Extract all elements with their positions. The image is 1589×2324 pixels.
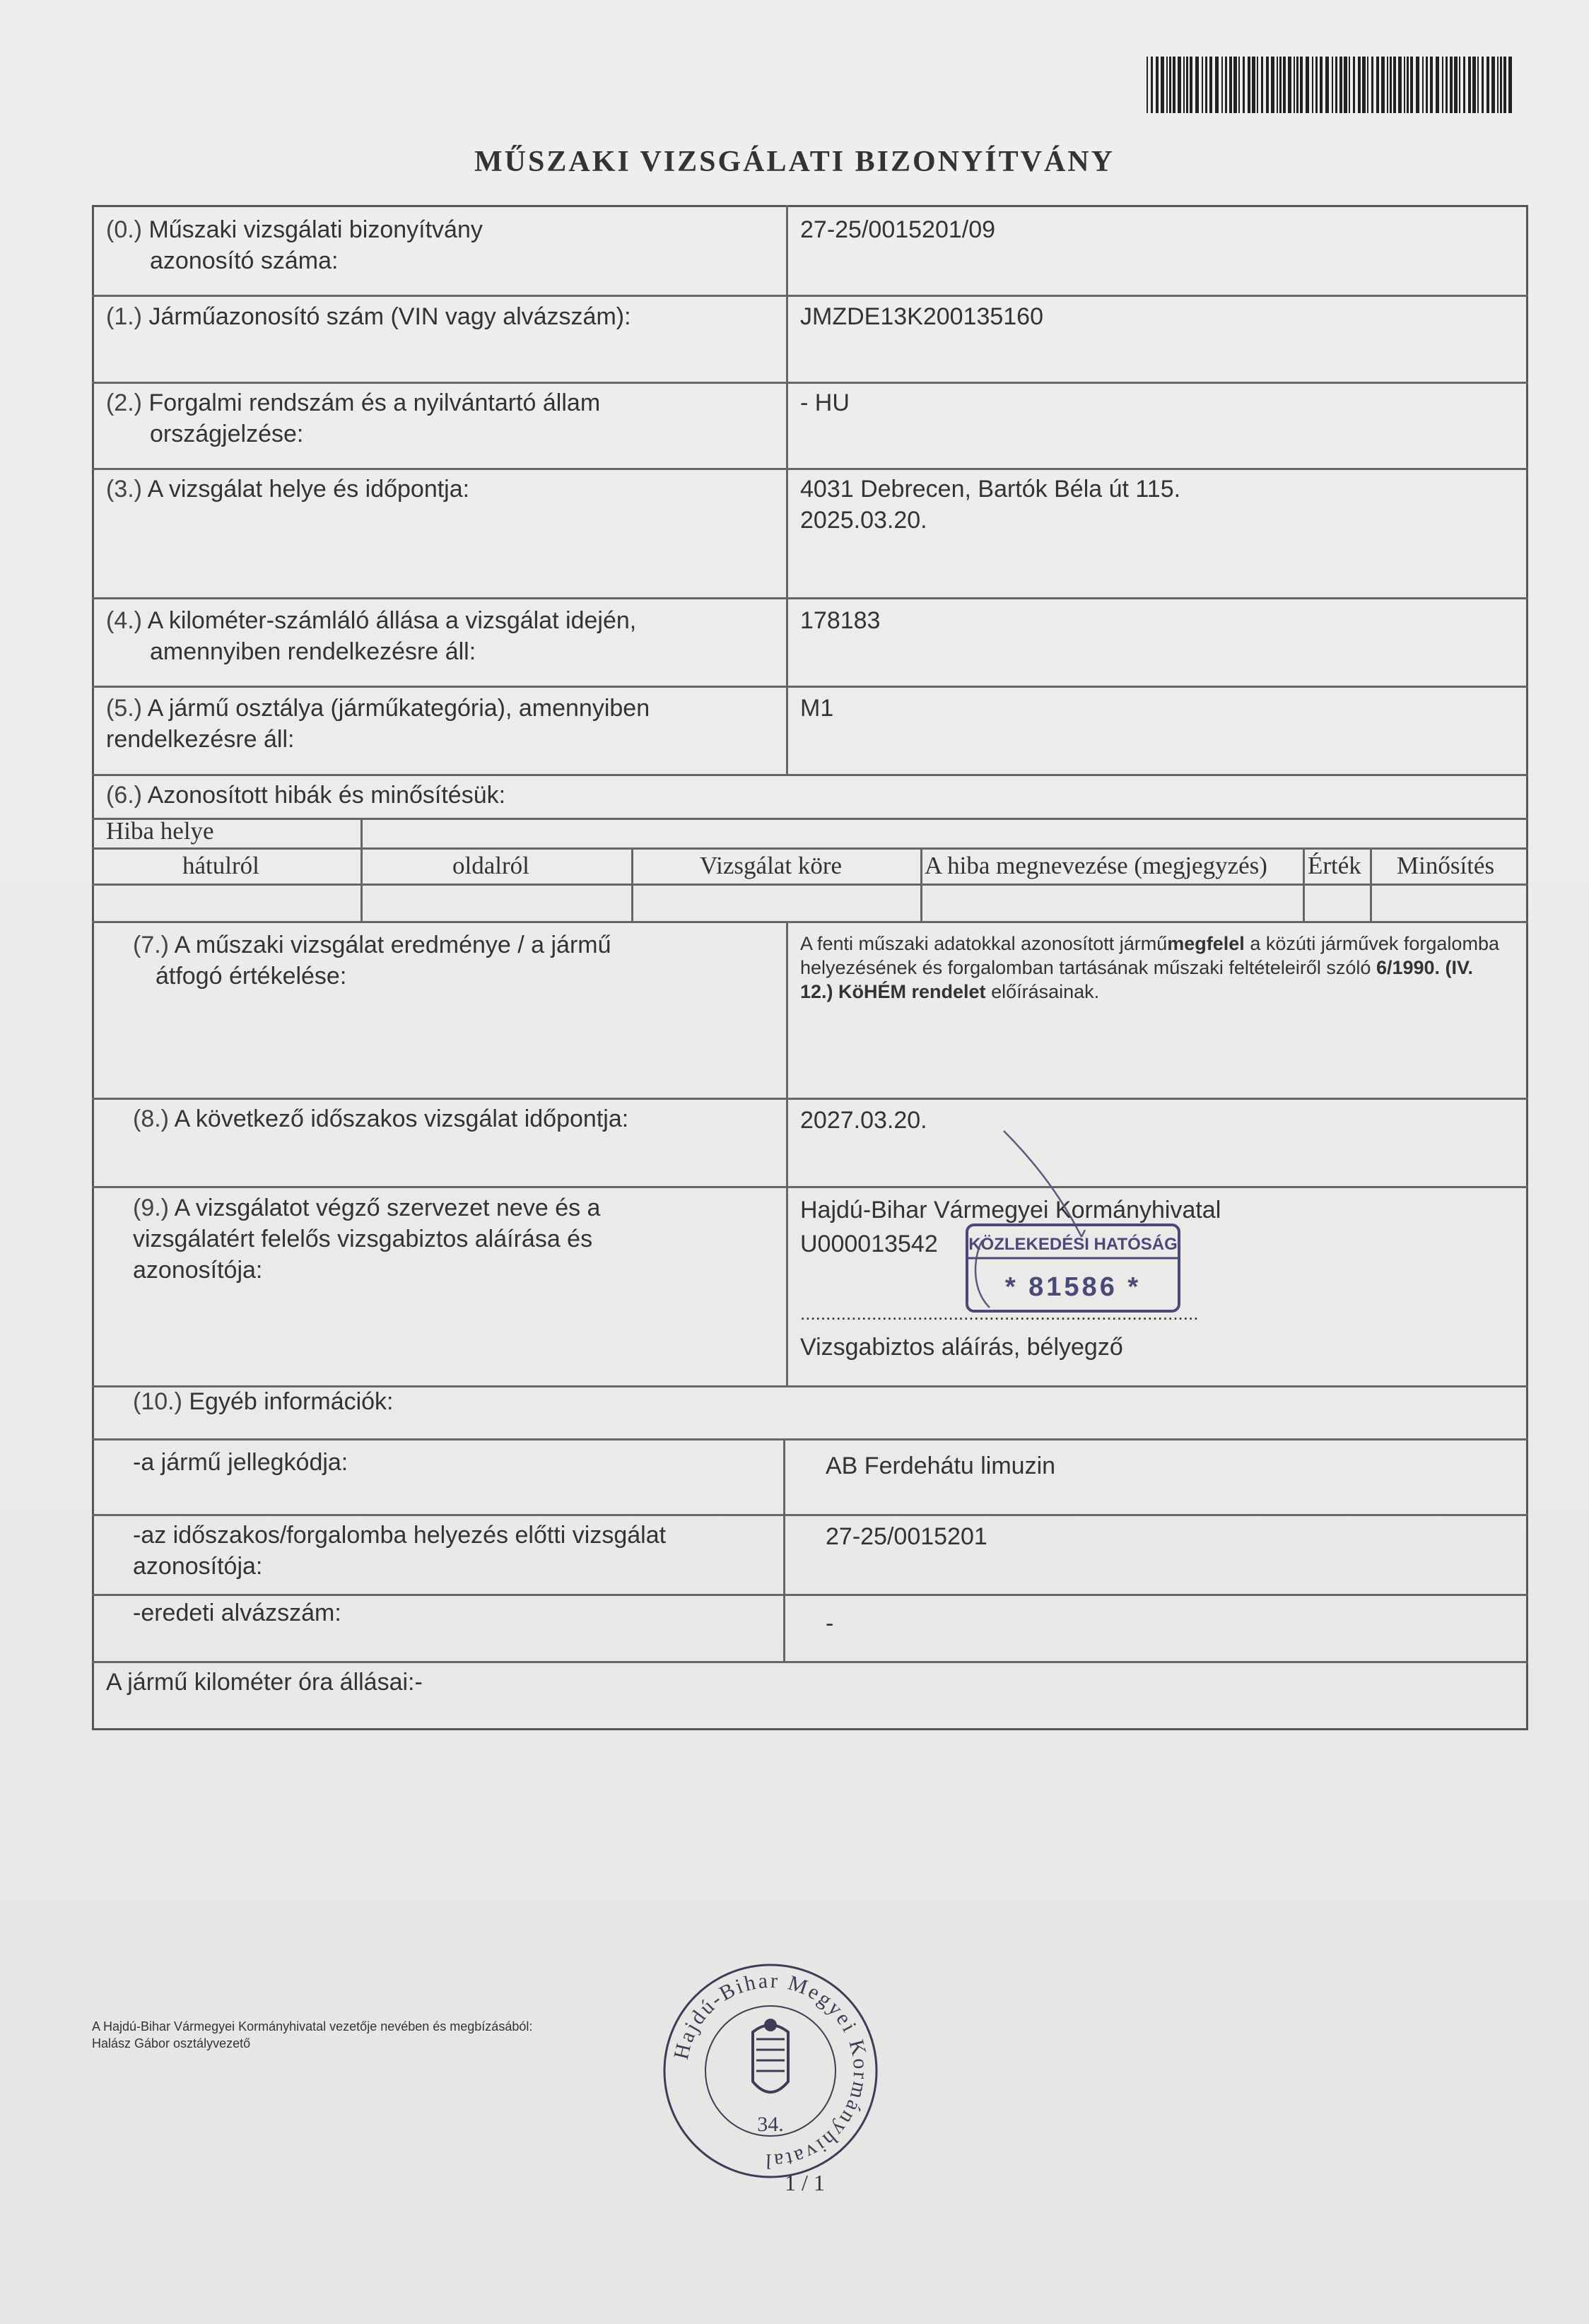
inspector-id: U000013542: [800, 1231, 938, 1257]
svg-text:Hajdú-Bihar Megyei Kormányhiva: Hajdú-Bihar Megyei Kormányhivatal: [669, 1968, 873, 2173]
next-inspection-date: 2027.03.20.: [800, 1107, 927, 1134]
inspection-place-date: 4031 Debrecen, Bartók Béla út 115. 2025.03.20.: [800, 476, 1181, 534]
odometer-value: 178183: [800, 607, 881, 634]
signature-line: ..............................................................................: [800, 1303, 1199, 1324]
row10-label: (10.) Egyéb információk:: [133, 1388, 394, 1415]
official-seal-icon: [657, 1958, 884, 2184]
row6-label: (6.) Azonosított hibák és minősítésük:: [106, 782, 506, 809]
col-hatulrol: hátulról: [182, 852, 259, 879]
row2-label: (2.) Forgalmi rendszám és a nyilvántartó állam országjelzése:: [106, 389, 601, 447]
row4-label: (4.) A kilométer-számláló állása a vizsgálat idején, amennyiben rendelkezésre áll:: [106, 607, 637, 665]
barcode-icon: [1147, 57, 1518, 113]
registration-value: - HU: [800, 389, 850, 416]
page-number: 1 / 1: [785, 2170, 825, 2195]
svg-text:* 81586 *: * 81586 *: [1004, 1272, 1142, 1302]
col-vizsgalat-kore: Vizsgálat köre: [700, 852, 843, 879]
footer-authority: A Hajdú-Bihar Vármegyei Kormányhivatal vezetője nevében és megbízásából: Halász Gábor osztályvezető: [92, 2019, 533, 2050]
vehicle-type-code-label: -a jármű jellegkódja:: [133, 1449, 348, 1476]
col-oldalrol: oldalról: [452, 852, 529, 879]
col-hiba-megnevezese: A hiba megnevezése (megjegyzés): [925, 852, 1267, 879]
original-chassis-value: -: [826, 1610, 834, 1637]
vehicle-category: M1: [800, 695, 834, 722]
odometer-readings: A jármű kilométer óra állásai:-: [106, 1669, 423, 1696]
row8-label: (8.) A következő időszakos vizsgálat időpontja:: [133, 1105, 629, 1132]
row7-label: (7.) A műszaki vizsgálat eredménye / a jármű átfogó értékelése:: [133, 932, 611, 990]
row0-label: (0.) Műszaki vizsgálati bizonyítvány azonosító száma:: [106, 216, 483, 274]
certificate-id: 27-25/0015201/09: [800, 216, 996, 243]
inspector-stamp-icon: [965, 1223, 1184, 1315]
signature-label: Vizsgabiztos aláírás, bélyegző: [800, 1334, 1123, 1361]
inspection-result: A fenti műszaki adatokkal azonosított járműmegfelel a közúti járművek forgalomba helyezésének és forgalomban tartásának műszaki feltételeiről szóló 6/1990. (IV. 12.) KöHÉM rendelet előírásainak.: [800, 933, 1499, 1002]
prior-inspection-label: -az időszakos/forgalomba helyezés előtti vizsgálat azonosítója:: [133, 1522, 667, 1580]
coat-of-arms-icon: [753, 2019, 788, 2092]
prior-inspection-id: 27-25/0015201: [826, 1523, 987, 1550]
vehicle-type-code-value: AB Ferdehátu limuzin: [826, 1452, 1056, 1479]
col-ertek: Érték: [1308, 852, 1361, 879]
row9-label: (9.) A vizsgálatot végző szervezet neve és a vizsgálatért felelős vizsgabiztos aláírása és azonosítója:: [133, 1195, 601, 1284]
row3-label: (3.) A vizsgálat helye és időpontja:: [106, 476, 470, 503]
col-minosites: Minősítés: [1397, 852, 1495, 879]
row1-label: (1.) Járműazonosító szám (VIN vagy alvázszám):: [106, 303, 631, 330]
vin-value: JMZDE13K200135160: [800, 303, 1044, 330]
inspecting-organization: Hajdú-Bihar Vármegyei Kormányhivatal: [800, 1197, 1221, 1223]
svg-text:KÖZLEKEDÉSI HATÓSÁG: KÖZLEKEDÉSI HATÓSÁG: [968, 1235, 1178, 1254]
document-title: MŰSZAKI VIZSGÁLATI BIZONYÍTVÁNY: [474, 146, 1115, 178]
defect-location-header: Hiba helye: [106, 817, 214, 845]
svg-text:34.: 34.: [757, 2113, 784, 2136]
original-chassis-label: -eredeti alvázszám:: [133, 1600, 341, 1626]
row5-label: (5.) A jármű osztálya (járműkategória), amennyiben rendelkezésre áll:: [106, 695, 650, 753]
